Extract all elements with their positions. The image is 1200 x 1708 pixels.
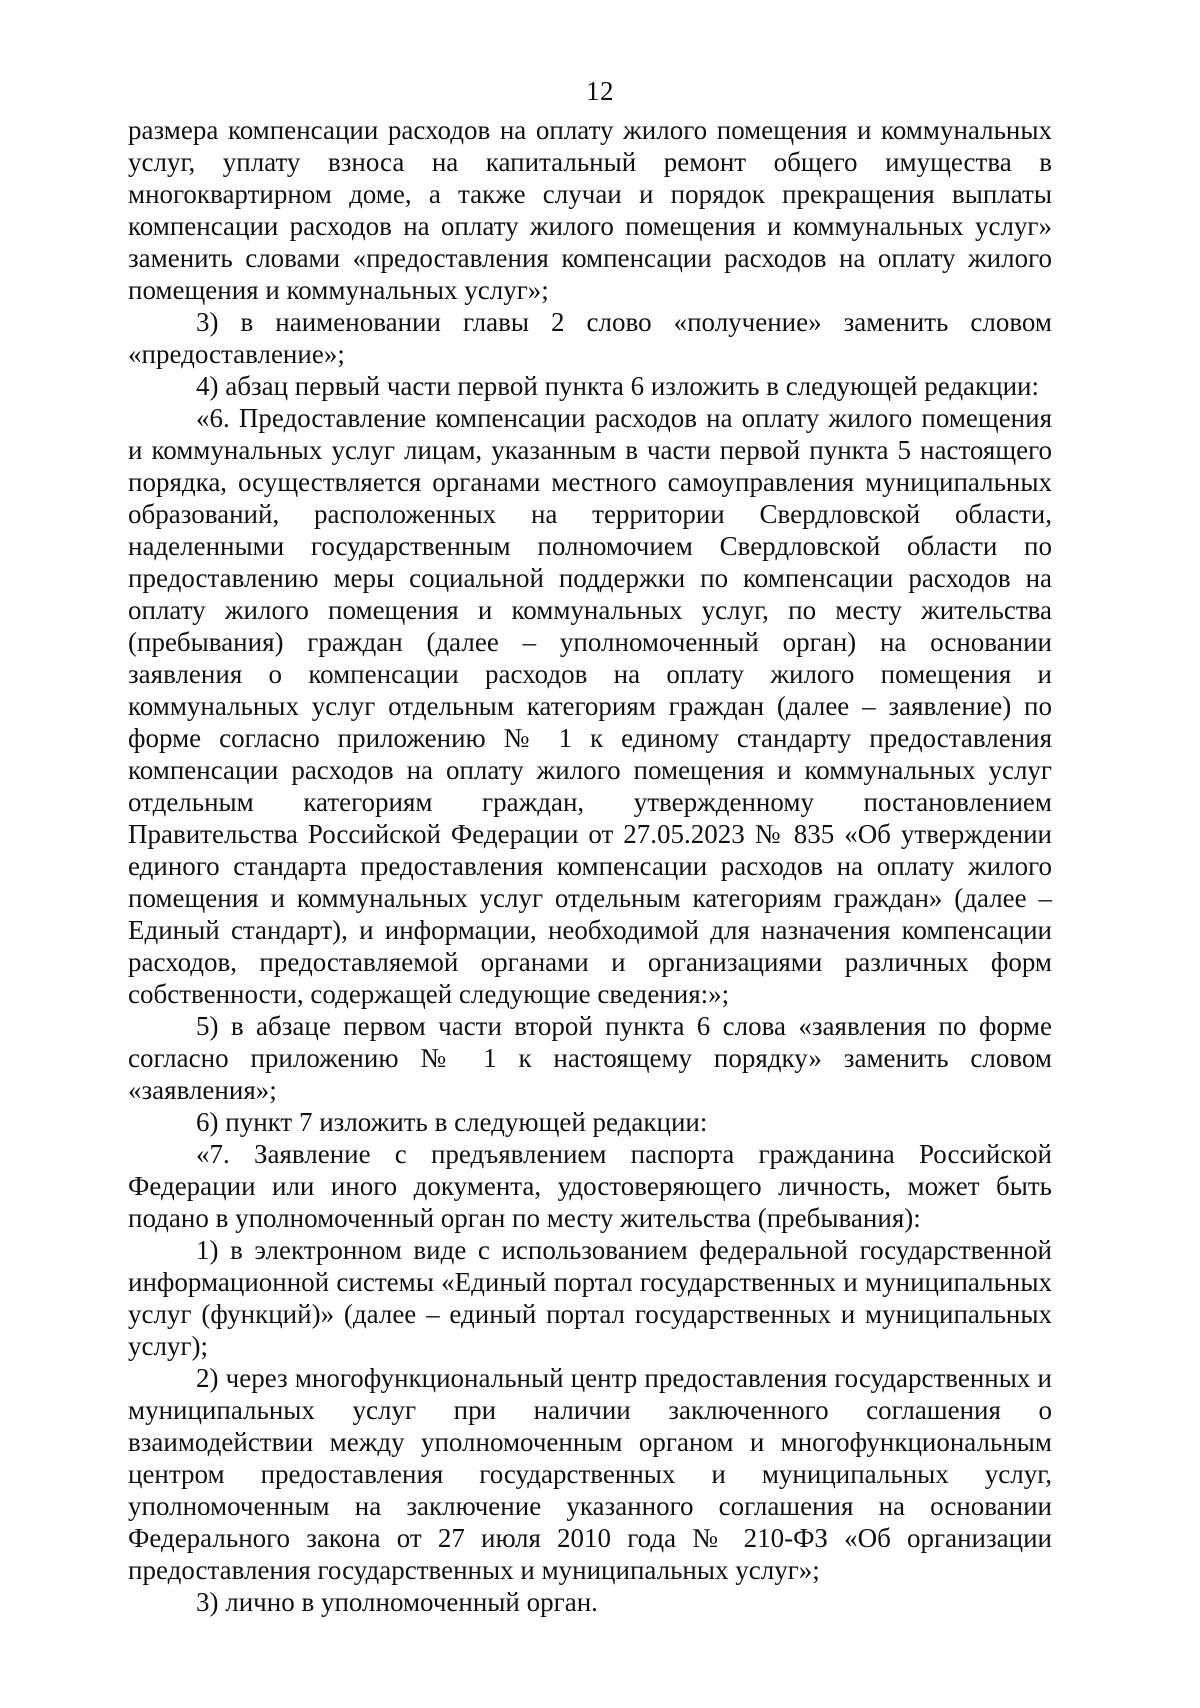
paragraph-subitem-3: 3) лично в уполномоченный орган.	[196, 1587, 598, 1617]
paragraph-item-6: 6) пункт 7 изложить в следующей редакции:	[196, 1107, 708, 1137]
paragraph-item-3: 3) в наименовании главы 2 слово «получение» заменить словом «предоставление»;	[128, 307, 1052, 369]
paragraph-subitem-1: 1) в электронном виде с использованием федеральной государственной информационной системы «Единый портал государственных и муниципальных услуг (функций)» (далее – единый портал государственных и муниципальных услуг);	[128, 1235, 1052, 1361]
paragraph-item-5: 5) в абзаце первом части второй пункта 6 слова «заявления по форме согласно приложению № 1 к настоящему порядку» заменить словом «заявления»;	[128, 1011, 1052, 1105]
paragraph-continuation: размера компенсации расходов на оплату жилого помещения и коммунальных услуг, уплату взноса на капитальный ремонт общего имущества в многоквартирном доме, а также случаи и порядок прекращения выплаты компенсации расходов на оплату жилого помещения и коммунальных услуг» заменить словами «предоставления компенсации расходов на оплату жилого помещения и коммунальных услуг»;	[128, 115, 1052, 305]
document-body	[128, 114, 1052, 1618]
paragraph-point-7-text: «7. Заявление с предъявлением паспорта гражданина Российской Федерации или иного документа, удостоверяющего личность, может быть подано в уполномоченный орган по месту жительства (пребывания):	[128, 1139, 1052, 1233]
paragraph-point-6-text: «6. Предоставление компенсации расходов на оплату жилого помещения и коммунальных услуг лицам, указанным в части первой пункта 5 настоящего порядка, осуществляется органами местного самоуправления муниципальных образований, расположенных на территории Свердловской области, наделенными государственным полномочием Свердловской области по предоставлению меры социальной поддержки по компенсации расходов на оплату жилого помещения и коммунальных услуг, по месту жительства (пребывания) граждан (далее – уполномоченный орган) на основании заявления о компенсации расходов на оплату жилого помещения и коммунальных услуг отдельным категориям граждан (далее – заявление) по форме согласно приложению № 1 к единому стандарту предоставления компенсации расходов на оплату жилого помещения и коммунальных услуг отдельным категориям граждан, утвержденному постановлением Правительства Российской Федерации от 27.05.2023 № 835 «Об утверждении единого стандарта предоставления компенсации расходов на оплату жилого помещения и коммунальных услуг отдельным категориям граждан» (далее – Единый стандарт), и информации, необходимой для назначения компенсации расходов, предоставляемой органами и организациями различных форм собственности, содержащей следующие сведения:»;	[128, 403, 1052, 1009]
paragraph-subitem-2: 2) через многофункциональный центр предоставления государственных и муниципальных услуг при наличии заключенного соглашения о взаимодействии между уполномоченным органом и многофункциональным центром предоставления государственных и муниципальных услуг, уполномоченным на заключение указанного соглашения на основании Федерального закона от 27 июля 2010 года № 210-ФЗ «Об организации предоставления государственных и муниципальных услуг»;	[128, 1363, 1052, 1585]
page-number: 12	[586, 76, 614, 106]
paragraph-item-4: 4) абзац первый части первой пункта 6 изложить в следующей редакции:	[196, 371, 1040, 401]
